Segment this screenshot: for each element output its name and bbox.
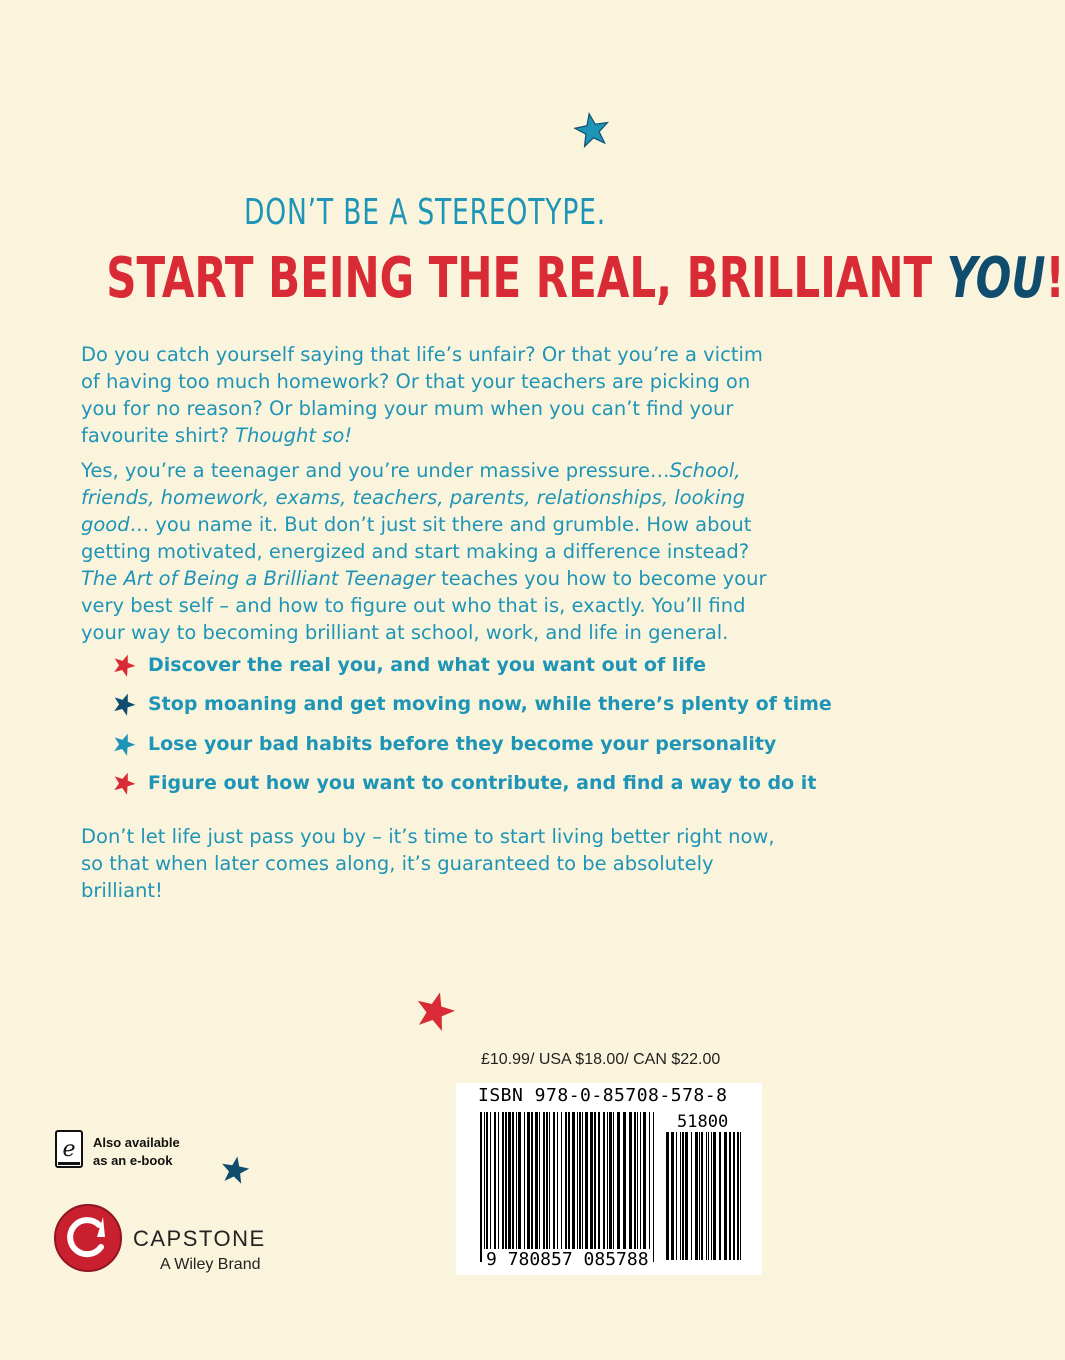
intro-paragraph	[81, 341, 781, 449]
headline-exclaim: !	[1045, 246, 1065, 311]
barcode-bar	[568, 1112, 570, 1262]
navy-star-icon	[220, 1155, 250, 1185]
barcode-bar	[498, 1112, 499, 1262]
barcode-bar	[629, 1112, 632, 1262]
barcode-bar	[572, 1112, 575, 1262]
barcode-bar	[480, 1112, 482, 1262]
barcode-bar	[713, 1132, 716, 1260]
barcode-bar	[598, 1112, 600, 1262]
intro-italic: Thought so!	[235, 424, 353, 447]
barcode-bar	[640, 1112, 641, 1262]
publisher-name: CAPSTONE	[133, 1226, 266, 1251]
barcode-bar	[617, 1112, 620, 1262]
barcode-bar	[729, 1132, 731, 1260]
barcode-bar	[680, 1132, 681, 1260]
barcode-bar	[666, 1132, 669, 1260]
barcode-bar	[740, 1132, 741, 1260]
barcode-bar	[543, 1112, 545, 1262]
body-paragraph	[81, 457, 781, 646]
barcode-bar	[706, 1132, 707, 1260]
barcode-bar	[699, 1132, 700, 1260]
red-star-icon	[112, 653, 136, 677]
red-star-icon	[414, 990, 456, 1032]
barcode-bar	[561, 1112, 562, 1262]
bullet-item	[112, 768, 816, 798]
barcode-bar	[637, 1112, 638, 1262]
intro-text: Do you catch yourself saying that life’s unfair? Or that you’re a victim of having too much homework? Or that your teachers are picking on you for no reason? Or blaming your mum when you can’t find your favourite shirt?	[81, 343, 763, 447]
barcode-bar	[565, 1112, 567, 1262]
teal-star-icon	[112, 732, 136, 756]
barcode-bar	[724, 1132, 727, 1260]
barcode-bar	[603, 1112, 605, 1262]
isbn-barcode	[480, 1112, 658, 1262]
barcode-bar	[634, 1112, 636, 1262]
ebook-line2: as an e-book	[93, 1153, 173, 1168]
bullet-item	[112, 689, 832, 719]
barcode-bar	[516, 1112, 517, 1262]
barcode-bar	[535, 1112, 538, 1262]
ebook-icon-letter: e	[62, 1137, 76, 1162]
bullet-text: Stop moaning and get moving now, while there’s plenty of time	[148, 693, 832, 715]
headline-line2	[106, 246, 1065, 311]
addon-barcode	[666, 1132, 744, 1260]
barcode-bar	[623, 1112, 626, 1262]
barcode-bar	[486, 1112, 488, 1262]
isbn-text: ISBN 978-0-85708-578-8	[478, 1085, 728, 1106]
bullet-item	[112, 729, 776, 759]
headline-line2-prefix: START BEING THE REAL, BRILLIANT	[106, 246, 947, 311]
barcode-bar	[505, 1112, 507, 1262]
body-p1-italic: School, friends, homework, exams, teachers, parents, relationships, looking good	[81, 459, 745, 536]
barcode-bar	[484, 1112, 485, 1262]
barcode-bar	[546, 1112, 548, 1262]
red-star-icon	[112, 771, 136, 795]
bullet-text: Figure out how you want to contribute, and find a way to do it	[148, 772, 817, 794]
ebook-note	[93, 1134, 180, 1170]
barcode-bar	[585, 1112, 588, 1262]
barcode-bar	[490, 1112, 491, 1262]
barcode-bar	[671, 1132, 674, 1260]
barcode-bar	[512, 1112, 514, 1262]
barcode-bar	[653, 1112, 654, 1262]
book-title: The Art of Being a Brilliant Teenager	[81, 567, 435, 590]
barcode-bar	[502, 1112, 504, 1262]
barcode-bar	[518, 1112, 521, 1262]
ebook-icon	[55, 1130, 83, 1168]
barcode-bar	[557, 1112, 558, 1262]
barcode-bar	[594, 1112, 596, 1262]
barcode-bar	[613, 1112, 614, 1262]
headline-line1: DON’T BE A STEREOTYPE.	[243, 192, 607, 233]
barcode-bar	[737, 1132, 739, 1260]
barcode-number: 9 780857 085788	[486, 1249, 649, 1270]
publisher-subtitle: A Wiley Brand	[160, 1256, 261, 1273]
barcode-bar	[708, 1132, 709, 1260]
barcode-bar	[553, 1112, 555, 1262]
navy-star-icon	[112, 692, 136, 716]
headline-you: YOU	[946, 246, 1046, 311]
body-p3: teaches you how to become your very best self – and how to figure out who that is, exactly. You’ll find your way to becoming brilliant at school, work, and life in general.	[81, 567, 767, 644]
barcode-bar	[549, 1112, 550, 1262]
barcode-bar	[701, 1132, 703, 1260]
body-p2: … you name it. But don’t just sit there and grumble. How about getting motivated, energized and start making a difference instead?	[81, 513, 752, 563]
barcode-bar	[527, 1112, 530, 1262]
barcode-bar	[676, 1132, 677, 1260]
barcode-bar	[609, 1112, 612, 1262]
barcode-bar	[577, 1112, 578, 1262]
barcode-bar	[590, 1112, 593, 1262]
barcode-bar	[607, 1112, 608, 1262]
bullet-item	[112, 650, 706, 680]
closing-paragraph: Don’t let life just pass you by – it’s time to start living better right now, so that when later comes along, it’s guaranteed to be absolutely brilliant!	[81, 825, 775, 902]
barcode-bar	[649, 1112, 650, 1262]
body-p1: Yes, you’re a teenager and you’re under massive pressure…	[81, 459, 670, 482]
barcode-bar	[711, 1132, 712, 1260]
barcode-bar	[695, 1132, 698, 1260]
teal-star-icon	[574, 112, 610, 148]
barcode-bar	[733, 1132, 735, 1260]
barcode-bar	[719, 1132, 721, 1260]
barcode-bar	[643, 1112, 646, 1262]
addon-code: 51800	[677, 1112, 729, 1132]
barcode-bar	[531, 1112, 533, 1262]
barcode-bar	[539, 1112, 540, 1262]
bullet-text: Lose your bad habits before they become your personality	[148, 733, 777, 755]
barcode-bar	[524, 1112, 525, 1262]
barcode-bar	[582, 1112, 583, 1262]
barcode-bar	[494, 1112, 496, 1262]
barcode-bar	[579, 1112, 581, 1262]
capstone-logo-icon	[53, 1203, 123, 1273]
price-label: £10.99/ USA $18.00/ CAN $22.00	[481, 1051, 721, 1068]
bullet-text: Discover the real you, and what you want out of life	[148, 654, 707, 676]
ebook-line1: Also available	[93, 1135, 180, 1150]
barcode-bar	[508, 1112, 511, 1262]
barcode-bar	[685, 1132, 688, 1260]
barcode-bar	[682, 1132, 684, 1260]
barcode-bar	[691, 1132, 692, 1260]
